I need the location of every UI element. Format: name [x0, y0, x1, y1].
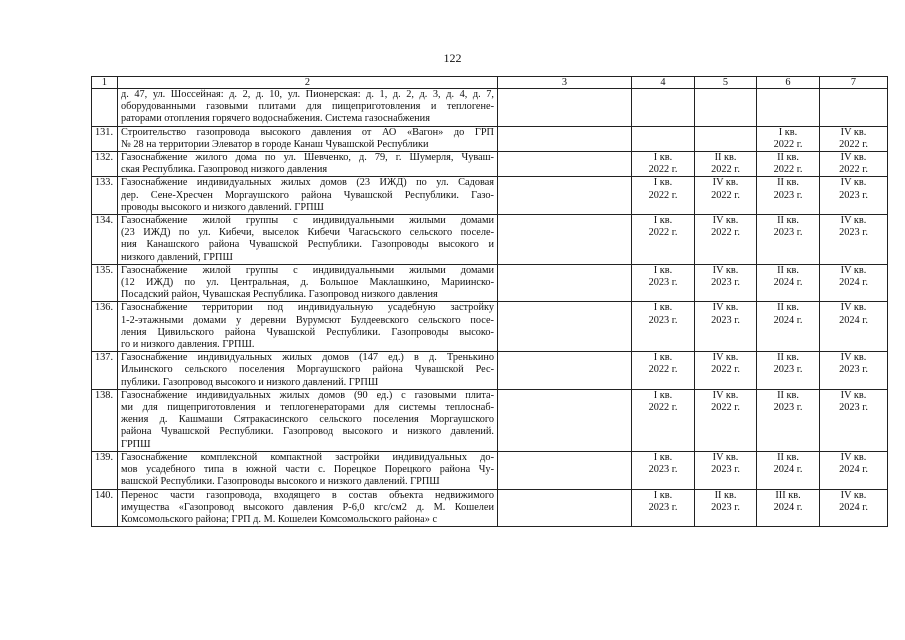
- table-row: [92, 489, 888, 527]
- column-3-cell: [498, 152, 632, 177]
- row-number: [92, 89, 118, 127]
- year-label: 2022 г.: [711, 189, 740, 201]
- term-cell-c5: [695, 451, 757, 489]
- quarter-label: IV кв.: [712, 389, 739, 401]
- term-cell-c6: [757, 489, 820, 527]
- quarter-label: II кв.: [777, 451, 799, 463]
- table-row: [92, 177, 888, 215]
- year-label: 2024 г.: [839, 464, 868, 476]
- object-description: [118, 152, 498, 177]
- quarter-label: I кв.: [778, 126, 798, 138]
- quarter-label: II кв.: [714, 489, 737, 501]
- object-description: [118, 89, 498, 127]
- quarter-label: IV кв.: [840, 152, 867, 164]
- column-header-2: 2: [118, 77, 498, 89]
- quarter-label: IV кв.: [840, 489, 867, 501]
- column-header-4: 4: [632, 77, 695, 89]
- term-cell-c5: [695, 264, 757, 302]
- quarter-label: II кв.: [777, 389, 799, 401]
- quarter-label: IV кв.: [712, 451, 739, 463]
- description-line: ская Республика. Газопровод низкого давления: [121, 164, 328, 176]
- term-cell-c7: [820, 152, 888, 177]
- term-cell-c5: [695, 152, 757, 177]
- term-cell-c6: [757, 177, 820, 215]
- quarter-label: IV кв.: [712, 302, 739, 314]
- year-label: 2023 г.: [711, 314, 740, 326]
- table-body: [92, 89, 888, 527]
- column-3-cell: [498, 264, 632, 302]
- term-cell-c5: [695, 302, 757, 352]
- term-cell-c6: [757, 152, 820, 177]
- term-cell-c7: [820, 302, 888, 352]
- year-label: 2023 г.: [839, 364, 868, 376]
- description-line: № 28 на территории Элеватор в городе Канаш Чувашской Республики: [121, 138, 429, 150]
- quarter-label: I кв.: [653, 264, 673, 276]
- table-row: [92, 302, 888, 352]
- year-label: 2023 г.: [839, 402, 868, 414]
- term-cell-c6: [757, 352, 820, 390]
- year-label: 2022 г.: [711, 402, 740, 414]
- year-label: 2022 г.: [648, 364, 678, 376]
- table-row: [92, 264, 888, 302]
- quarter-label: IV кв.: [840, 215, 867, 227]
- description-line: дер. Сене-Хресчен Моргаушского района Чувашской Республики. Газо-: [121, 189, 494, 201]
- quarter-label: II кв.: [777, 352, 799, 364]
- description-line: ми для пищеприготовления и теплогенераторами для системы теплоснаб-: [121, 402, 494, 414]
- description-line: Посадский район, Чувашская Республика. Газопровод низкого давления: [121, 289, 438, 301]
- description-line: д. 47, ул. Шоссейная: д. 2, д. 10, ул. Пионерская: д. 1, д. 2, д. 3, д. 4, д. 7,: [121, 89, 494, 100]
- table-row: [92, 389, 888, 451]
- row-number: 140.: [92, 489, 118, 527]
- year-label: 2024 г.: [773, 314, 803, 326]
- term-cell-c4: [632, 177, 695, 215]
- description-line: проводы высокого и низкого давлений. ГРПШ: [121, 201, 324, 213]
- table-row: [92, 126, 888, 151]
- term-cell-c6: [757, 89, 820, 127]
- quarter-label: IV кв.: [840, 177, 867, 189]
- description-line: Газоснабжение жилой группы с индивидуальными жилыми домами: [121, 264, 494, 276]
- description-line: низкого давлений, ГРПШ: [121, 251, 233, 263]
- table-row: [92, 89, 888, 127]
- year-label: 2024 г.: [839, 277, 868, 289]
- column-3-cell: [498, 302, 632, 352]
- year-label: 2023 г.: [648, 314, 678, 326]
- page-number: 122: [443, 51, 462, 65]
- year-label: 2022 г.: [648, 189, 678, 201]
- term-cell-c4: [632, 389, 695, 451]
- column-3-cell: [498, 489, 632, 527]
- description-line: ления Цивильского района Чувашской Республики. Газопроводы высоко-: [121, 326, 494, 338]
- term-cell-c5: [695, 177, 757, 215]
- column-header-1: 1: [92, 77, 118, 89]
- object-description: [118, 352, 498, 390]
- object-description: [118, 389, 498, 451]
- year-label: 2023 г.: [711, 277, 740, 289]
- year-label: 2022 г.: [711, 364, 740, 376]
- quarter-label: II кв.: [777, 152, 799, 164]
- term-cell-c4: [632, 489, 695, 527]
- quarter-label: IV кв.: [840, 302, 867, 314]
- description-line: вашской Республики. Газопроводы высокого и низкого давлений. ГРПШ: [121, 476, 440, 488]
- description-line: мов усадебного типа в южной части с. Порецкое Порецкого района Чу-: [121, 464, 494, 476]
- quarter-label: I кв.: [653, 177, 673, 189]
- object-description: [118, 126, 498, 151]
- row-number: 131.: [92, 126, 118, 151]
- year-label: 2023 г.: [773, 364, 803, 376]
- description-line: ния Канашского района Чувашской Республики. Газопроводы высокого и: [121, 239, 494, 251]
- quarter-label: I кв.: [653, 215, 673, 227]
- gas-supply-table: [91, 76, 888, 527]
- term-cell-c4: [632, 152, 695, 177]
- quarter-label: IV кв.: [712, 215, 739, 227]
- year-label: 2022 г.: [773, 138, 803, 150]
- row-number: 139.: [92, 451, 118, 489]
- quarter-label: II кв.: [714, 152, 737, 164]
- term-cell-c4: [632, 352, 695, 390]
- term-cell-c4: [632, 302, 695, 352]
- table-row: [92, 152, 888, 177]
- description-line: публики. Газопровод высокого и низкого давлений. ГРПШ: [121, 376, 379, 388]
- description-line: го и низкого давления. ГРПШ.: [121, 339, 255, 351]
- column-header-5: 5: [695, 77, 757, 89]
- description-line: ГРПШ: [121, 438, 151, 450]
- column-3-cell: [498, 451, 632, 489]
- term-cell-c5: [695, 89, 757, 127]
- year-label: 2023 г.: [648, 277, 678, 289]
- column-header-7: 7: [820, 77, 888, 89]
- year-label: 2022 г.: [711, 164, 740, 176]
- year-label: 2022 г.: [839, 164, 868, 176]
- description-line: Газоснабжение жилого дома по ул. Шевченко, д. 79, г. Шумерля, Чуваш-: [121, 152, 494, 164]
- description-line: оборудованными газовыми плитами для пищеприготовления и теплогене-: [121, 101, 494, 113]
- description-line: 1-2-этажными домами у деревни Вурумсют Булдеевского сельского посе-: [121, 314, 494, 326]
- term-cell-c7: [820, 215, 888, 265]
- table-row: [92, 352, 888, 390]
- quarter-label: IV кв.: [840, 389, 867, 401]
- term-cell-c4: [632, 126, 695, 151]
- term-cell-c7: [820, 177, 888, 215]
- description-line: Газоснабжение индивидуальных жилых домов (147 ед.) в д. Тренькино: [121, 352, 494, 364]
- term-cell-c5: [695, 352, 757, 390]
- quarter-label: I кв.: [653, 451, 673, 463]
- term-cell-c7: [820, 389, 888, 451]
- year-label: 2023 г.: [773, 189, 803, 201]
- object-description: [118, 302, 498, 352]
- description-line: Газоснабжение территории под индивидуальную усадебную застройку: [121, 302, 494, 314]
- term-cell-c6: [757, 302, 820, 352]
- quarter-label: IV кв.: [840, 264, 867, 276]
- quarter-label: IV кв.: [712, 177, 739, 189]
- year-label: 2024 г.: [773, 501, 803, 513]
- row-number: 138.: [92, 389, 118, 451]
- year-label: 2023 г.: [773, 402, 803, 414]
- term-cell-c6: [757, 126, 820, 151]
- description-line: Газоснабжение комплексной компактной застройки индивидуальных до-: [121, 451, 494, 463]
- term-cell-c4: [632, 451, 695, 489]
- object-description: [118, 264, 498, 302]
- description-line: Газоснабжение индивидуальных жилых домов (23 ИЖД) по ул. Садовая: [121, 177, 494, 189]
- header-row: [92, 77, 888, 89]
- description-line: раторами отопления горячего водоснабжения. Система газоснабжения: [121, 113, 430, 125]
- term-cell-c5: [695, 489, 757, 527]
- year-label: 2023 г.: [839, 227, 868, 239]
- quarter-label: II кв.: [777, 264, 799, 276]
- object-description: [118, 489, 498, 527]
- year-label: 2022 г.: [839, 138, 868, 150]
- description-line: (12 ИЖД) по ул. Центральная, д. Большое Маклашкино, Мариинско-: [121, 277, 494, 289]
- quarter-label: IV кв.: [840, 451, 867, 463]
- object-description: [118, 451, 498, 489]
- term-cell-c4: [632, 264, 695, 302]
- column-3-cell: [498, 126, 632, 151]
- term-cell-c7: [820, 89, 888, 127]
- year-label: 2023 г.: [773, 227, 803, 239]
- year-label: 2023 г.: [648, 501, 678, 513]
- term-cell-c5: [695, 215, 757, 265]
- year-label: 2023 г.: [839, 189, 868, 201]
- description-line: Строительство газопровода высокого давления от АО «Вагон» до ГРП: [121, 126, 494, 138]
- column-3-cell: [498, 352, 632, 390]
- term-cell-c7: [820, 264, 888, 302]
- quarter-label: IV кв.: [712, 352, 739, 364]
- year-label: 2024 г.: [839, 314, 868, 326]
- description-line: Перенос части газопровода, входящего в состав объекта недвижимого: [121, 489, 494, 501]
- year-label: 2023 г.: [711, 501, 740, 513]
- year-label: 2023 г.: [711, 464, 740, 476]
- row-number: 133.: [92, 177, 118, 215]
- year-label: 2022 г.: [648, 402, 678, 414]
- term-cell-c7: [820, 489, 888, 527]
- year-label: 2023 г.: [648, 464, 678, 476]
- year-label: 2022 г.: [773, 164, 803, 176]
- quarter-label: I кв.: [653, 302, 673, 314]
- term-cell-c6: [757, 264, 820, 302]
- term-cell-c4: [632, 215, 695, 265]
- quarter-label: IV кв.: [840, 126, 867, 138]
- year-label: 2024 г.: [773, 277, 803, 289]
- row-number: 137.: [92, 352, 118, 390]
- term-cell-c6: [757, 451, 820, 489]
- description-line: Ильинского сельского поселения Моргаушского района Чувашской Рес-: [121, 364, 494, 376]
- year-label: 2022 г.: [648, 164, 678, 176]
- year-label: 2024 г.: [839, 501, 868, 513]
- quarter-label: II кв.: [777, 302, 799, 314]
- term-cell-c4: [632, 89, 695, 127]
- quarter-label: IV кв.: [840, 352, 867, 364]
- column-3-cell: [498, 89, 632, 127]
- term-cell-c7: [820, 352, 888, 390]
- term-cell-c5: [695, 126, 757, 151]
- row-number: 135.: [92, 264, 118, 302]
- object-description: [118, 215, 498, 265]
- year-label: 2024 г.: [773, 464, 803, 476]
- table-row: [92, 451, 888, 489]
- column-header-3: 3: [498, 77, 632, 89]
- term-cell-c7: [820, 126, 888, 151]
- term-cell-c6: [757, 215, 820, 265]
- quarter-label: IV кв.: [712, 264, 739, 276]
- term-cell-c5: [695, 389, 757, 451]
- row-number: 134.: [92, 215, 118, 265]
- description-line: имущества «Газопровод высокого давления Р-6,0 кгс/см2 д. М. Кошелеи: [121, 501, 494, 513]
- column-header-6: 6: [757, 77, 820, 89]
- column-3-cell: [498, 215, 632, 265]
- description-line: (23 ИЖД) по ул. Кибечи, выселок Кибечи Чагасьского сельского поселе-: [121, 227, 494, 239]
- quarter-label: III кв.: [775, 489, 801, 501]
- column-3-cell: [498, 389, 632, 451]
- row-number: 136.: [92, 302, 118, 352]
- term-cell-c7: [820, 451, 888, 489]
- quarter-label: I кв.: [653, 152, 673, 164]
- table-row: [92, 215, 888, 265]
- quarter-label: I кв.: [653, 352, 673, 364]
- description-line: Газоснабжение индивидуальных жилых домов (90 ед.) с газовыми плита-: [121, 389, 494, 401]
- description-line: Газоснабжение жилой группы с индивидуальными жилыми домами: [121, 215, 494, 227]
- year-label: 2022 г.: [711, 227, 740, 239]
- column-3-cell: [498, 177, 632, 215]
- quarter-label: II кв.: [777, 215, 799, 227]
- quarter-label: I кв.: [653, 489, 673, 501]
- description-line: Комсомольского района; ГРП д. М. Кошелеи Комсомольского района» с: [121, 513, 438, 525]
- quarter-label: I кв.: [653, 389, 673, 401]
- description-line: района Чувашской Республики. Газопровод высокого и низкого давлений.: [121, 426, 494, 438]
- description-line: жения д. Кашмаши Сятракасинского сельского поселения Моргаушского: [121, 414, 494, 426]
- term-cell-c6: [757, 389, 820, 451]
- quarter-label: II кв.: [777, 177, 799, 189]
- year-label: 2022 г.: [648, 227, 678, 239]
- object-description: [118, 177, 498, 215]
- row-number: 132.: [92, 152, 118, 177]
